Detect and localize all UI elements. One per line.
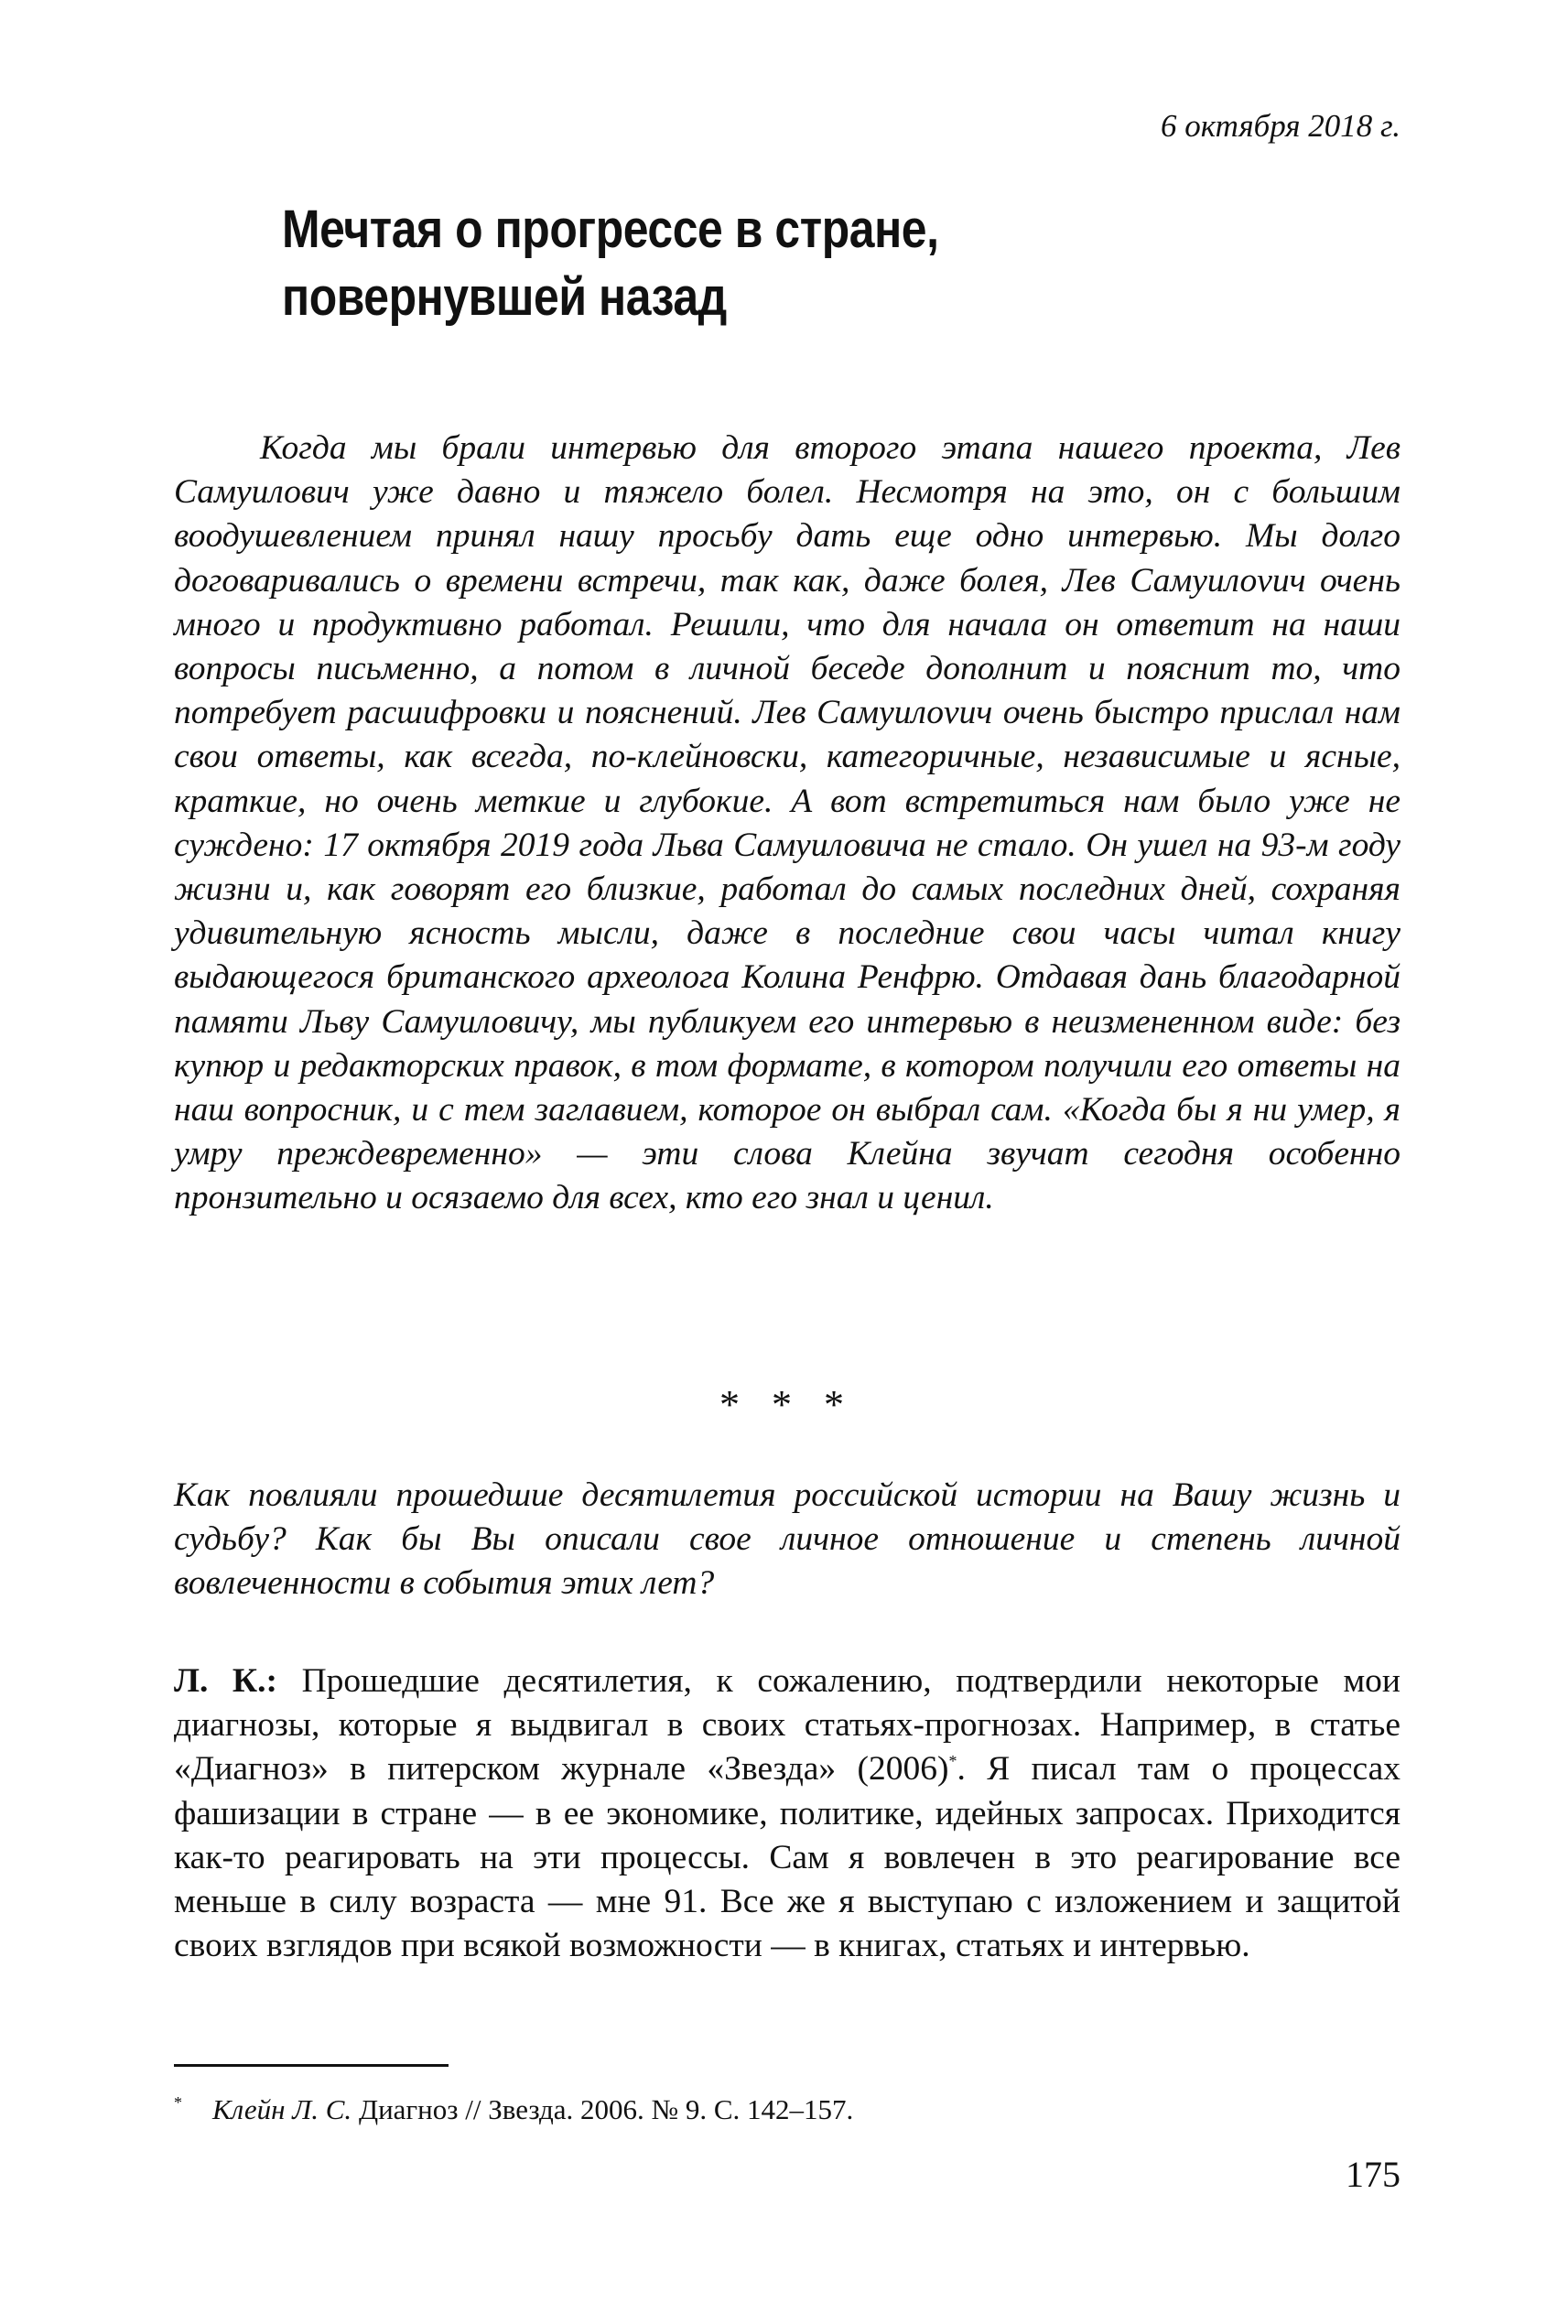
answer-text-part-1: Прошедшие десятилетия, к сожалению, подтвердили некоторые мои диагнозы, которые я выдвигал в своих статьях-прогнозах. Например, в статье «Диагноз» в питерском журнале «Звезда» (2006) [174, 1662, 1400, 1789]
answer-text-part-2: . Я писал там о процессах фашизации в стране — в ее экономике, политике, идейных запросах. Приходится как-то реагировать на эти процессы. Сам я вовлечен в это реагирование все меньше в силу возраста — мне 91. Все же я выступаю с изложением и защитой своих взглядов при всякой возможности — в книгах, статьях и интервью. [174, 1750, 1400, 1965]
title-line-1: Мечтая о прогрессе в стране, [282, 200, 939, 259]
interview-question: Как повлияли прошедшие десятилетия российской истории на Вашу жизнь и судьбу? Как бы Вы описали свое личное отношение и степень личной вовлеченности в события этих лет? [174, 1476, 1400, 1603]
article-date: 6 октября 2018 г. [1161, 108, 1400, 144]
footnote-text: Диагноз // Звезда. 2006. № 9. С. 142–157. [351, 2093, 854, 2125]
book-page [174, 0, 1400, 2324]
intro-paragraph: Когда мы брали интервью для второго этапа нашего проекта, Лев Самуилович уже давно и тяжело болел. Несмотря на это, он с большим воодушевлением принял нашу просьбу дать еще одно интервью. Мы долго договаривались о времени встречи, так как, даже болея, Лев Самуилоvич очень много и продуктивно работал. Решили, что для начала он ответит на наши вопросы письменно, а потом в личной беседе дополнит и пояснит то, что потребует расшифровки и пояснений. Лев Самуилоvич очень быстро прислал нам свои ответы, как всегда, по-клейновски, категоричные, независимые и ясные, краткие, но очень меткие и глубокие. А вот встретиться нам было уже не суждено: 17 октября 2019 года Льва Самуиловича не стало. Он ушел на 93-м году жизни и, как говорят его близкие, работал до самых последних дней, сохраняя удивительную ясность мысли, даже в последние свои часы читал книгу выдающегося британского археолога Колина Ренфрю. Отдавая дань благодарной памяти Льву Самуиловичу, мы публикуем его интервью в неизмененном виде: без купюр и редакторских правок, в том формате, в котором получили его ответы на наш вопросник, и с тем заглавием, которое он выбрал сам. «Когда бы я ни умер, я умру преждевременно» — эти слова Клейна звучат сегодня особенно пронзительно и осязаемо для всех, кто его знал и ценил. [174, 429, 1400, 1217]
footnote-divider [174, 2064, 449, 2067]
interview-answer [174, 1659, 1400, 1968]
section-separator: * * * [719, 1382, 855, 1427]
footnote-reference[interactable]: * [948, 1752, 957, 1771]
article-title [282, 196, 1148, 331]
footnote: * Клейн Л. С. Диагноз // Звезда. 2006. № 9. С. 142–157. [174, 2093, 854, 2125]
page-number: 175 [1346, 2154, 1400, 2195]
speaker-initials: Л. К.: [174, 1662, 277, 1700]
title-line-2: повернувшей назад [282, 267, 727, 327]
footnote-author: Клейн Л. С. [212, 2093, 352, 2125]
